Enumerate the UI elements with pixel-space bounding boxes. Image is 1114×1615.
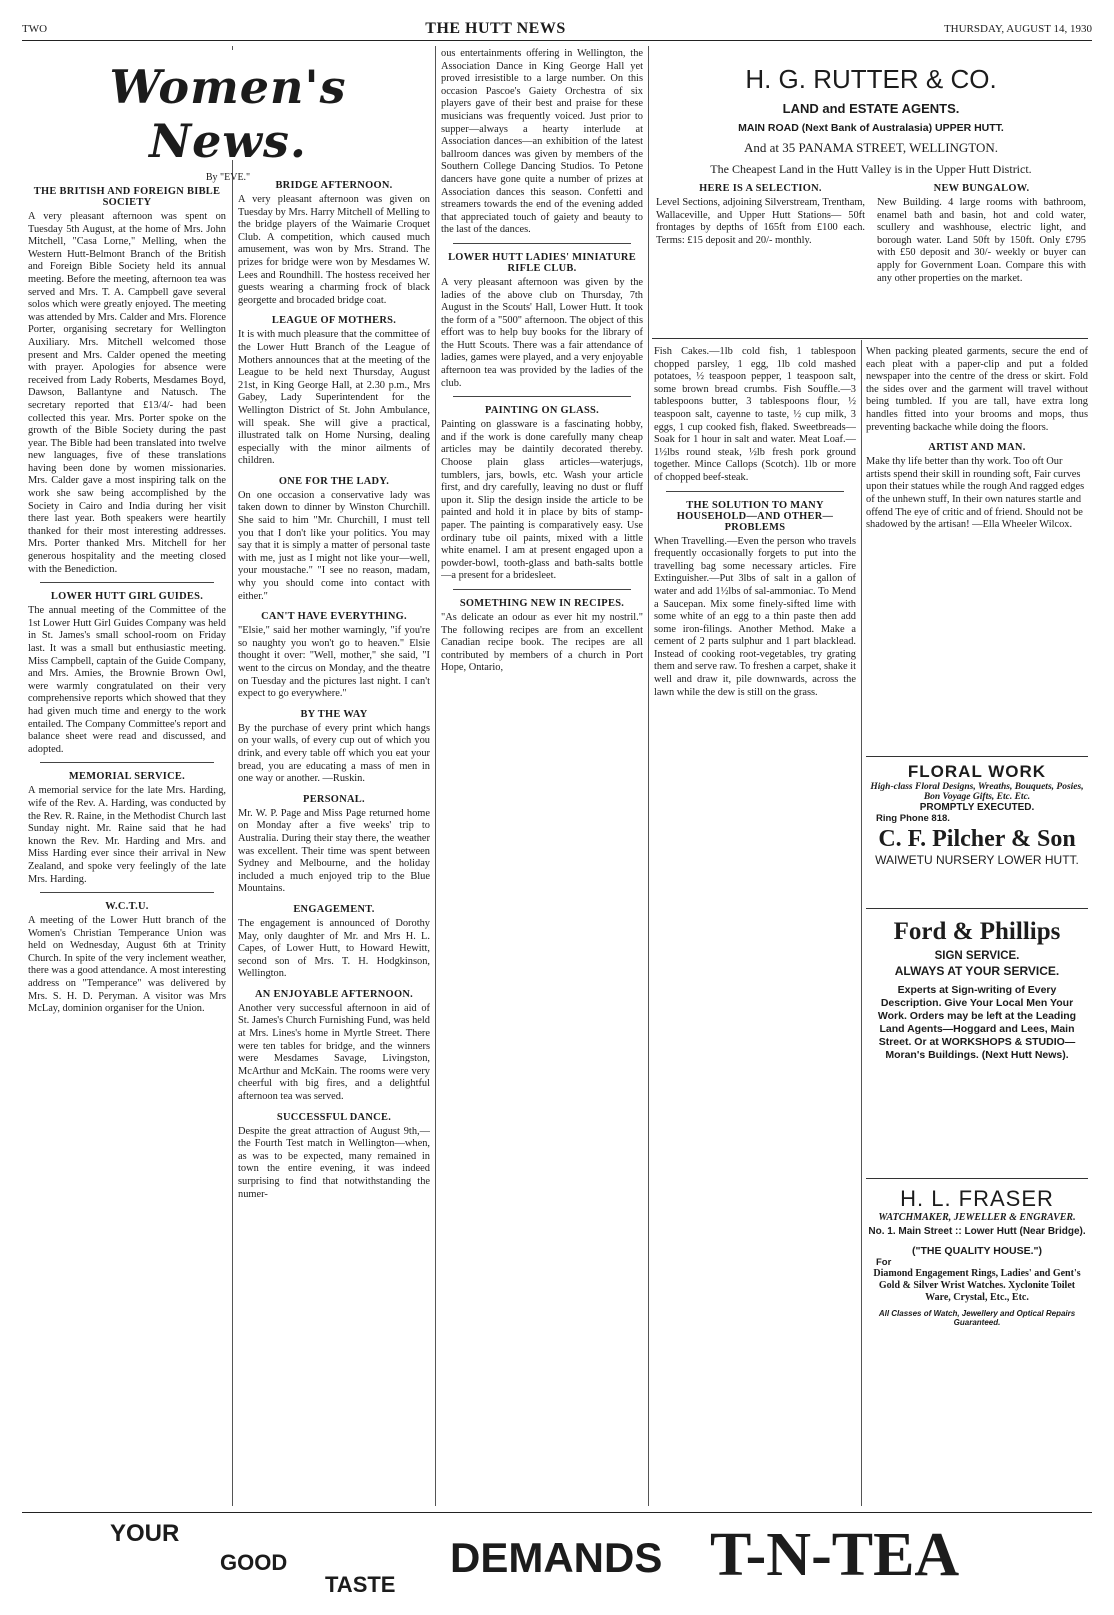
rutter-line3: And at 35 PANAMA STREET, WELLINGTON. <box>743 140 999 155</box>
article-heading: W.C.T.U. <box>105 901 149 913</box>
column-rule <box>648 46 649 1506</box>
ford-phillips-ad <box>866 918 1088 1062</box>
divider <box>40 582 214 583</box>
article-body: Fish Cakes.—1lb cold fish, 1 tablespoon chopped parsley, 1 egg, 1lb cold mashed potatoes, ½ teaspoon pepper, 1 teaspoon salt, some brown bread crumbs. Fish Souffle.—3 tablespoons butter, 3 tablespoons flour, ½ teaspoon salt, cayenne to taste, ½ cup milk, 3 eggs, 1 cup cooked fish, flaked. Sweetbreads—Soak for 1 hour in salt and water. Meat Loaf.—1½lbs round steak, ½lb fresh pork ground together. Mince Callops (Scotch). 1lb or more of chopped beef-steak. <box>654 346 856 483</box>
article-heading: BY THE WAY <box>300 708 368 720</box>
fraser-body: Diamond Engagement Rings, Ladies' and Gent's Gold & Silver Wrist Watches. Xyclonite Toilet Ware, Crystal, Etc., Etc. <box>873 1268 1081 1303</box>
banner-word-taste: TASTE <box>325 1572 396 1597</box>
rutter-line1: LAND and ESTATE AGENTS. <box>782 101 960 116</box>
floral-phone: Ring Phone 818. <box>876 813 950 824</box>
floral-title: FLORAL WORK <box>907 762 1047 781</box>
article-heading: ARTIST AND MAN. <box>928 442 1026 454</box>
banner-word-demands: DEMANDS <box>450 1534 663 1581</box>
column-4 <box>654 346 856 1510</box>
ad-divider <box>652 338 1088 339</box>
rutter-line2: MAIN ROAD (Next Bank of Australasia) UPPER HUTT. <box>738 122 1004 134</box>
ford-name: Ford & Phillips <box>893 918 1061 945</box>
article-heading: SOMETHING NEW IN RECIPES. <box>459 597 625 609</box>
divider <box>40 892 214 893</box>
article-body: The engagement is announced of Dorothy May, only daughter of Mr. and Mrs H. L. Capes, of Lower Hutt, to Howard Hewitt, second son of Mrs. T. H. Hodgkinson, Wellington. <box>238 917 430 980</box>
fraser-quality: ("THE QUALITY HOUSE.") <box>912 1245 1042 1257</box>
column-2 <box>238 172 430 1510</box>
floral-exec: PROMPTLY EXECUTED. <box>919 802 1035 813</box>
article-heading: SUCCESSFUL DANCE. <box>276 1111 392 1123</box>
ford-sub1: SIGN SERVICE. <box>934 950 1020 962</box>
article-body: When packing pleated garments, secure the end of each pleat with a paper-clip and put a folded newspaper into the centre of the dress or skirt. Fold the sides over and the garment will travel without being tumbled. If you are tall, have extra long handles fitted into your brooms and mops, thus preventing backache while doing the floors. <box>866 346 1088 433</box>
fraser-sub: WATCHMAKER, JEWELLER & ENGRAVER. <box>878 1212 1076 1223</box>
pilcher-name: C. F. Pilcher & Son <box>878 826 1076 852</box>
article-heading: ENGAGEMENT. <box>293 903 375 915</box>
column-3 <box>441 48 643 1510</box>
fraser-ad <box>866 1186 1088 1327</box>
article-heading: MEMORIAL SERVICE. <box>68 771 186 783</box>
ford-sub2: ALWAYS AT YOUR SERVICE. <box>894 964 1060 978</box>
article-body: "Elsie," said her mother warningly, "if you're so naughty you won't go to heaven." Elsie thought it over: "Well, mother," she said, "I went to the circus on Monday, and the theatre on Tuesday and the pictures last night. I can't expect to go everywhere." <box>238 625 430 700</box>
article-body: "As delicate an odour as ever hit my nostril." The following recipes are from an excellent Canadian recipe book. The recipes are all contributed by members of a church in Port Hope, Ontario, <box>441 611 643 674</box>
ad-divider <box>866 756 1088 757</box>
article-heading: PAINTING ON GLASS. <box>484 405 600 417</box>
article-heading: ONE FOR THE LADY. <box>278 475 390 487</box>
issue-date: THURSDAY, AUGUST 14, 1930 <box>943 23 1092 35</box>
rutter-left-heading: HERE IS A SELECTION. <box>699 183 822 194</box>
article-body: Mr. W. P. Page and Miss Page returned home on Monday after a five weeks' trip to Australia. During their stay there, the weather was excellent. Their time was spent between Sydney and Melbourne, and the holiday included a much enjoyed trip to the Blue Mountains. <box>238 807 430 895</box>
article-heading: PERSONAL. <box>303 793 365 805</box>
article-heading: CAN'T HAVE EVERYTHING. <box>261 611 407 623</box>
article-heading: LEAGUE OF MOTHERS. <box>271 315 397 327</box>
divider <box>666 491 844 492</box>
column-rule <box>435 46 436 1506</box>
floral-sub: High-class Floral Designs, Wreaths, Bouquets, Posies, Bon Voyage Gifts, Etc. Etc. <box>870 782 1084 802</box>
article-heading: THE SOLUTION TO MANY HOUSEHOLD—AND OTHER—PROBLEMS <box>676 499 834 533</box>
newspaper-title: THE HUTT NEWS <box>425 20 566 37</box>
article-body: A memorial service for the late Mrs. Harding, wife of the Rev. A. Harding, was conducted by the Rev. R. Raine, in the Methodist Church last Sunday night. Mr. Raine said that he had known the Rev. Mr. Harding and Mrs. and Miss Harding ever since their arrival in New Zealand, and spoke very feelingly of the late Mrs. Harding. <box>28 785 226 885</box>
article-heading: AN ENJOYABLE AFTERNOON. <box>254 988 414 1000</box>
rutter-name: H. G. RUTTER & CO. <box>745 64 997 94</box>
divider <box>453 589 631 590</box>
article-body: By the purchase of every print which hangs on your walls, of every cup out of which you drink, and every table off which you eat your bread, you are educating a mass of men in one way or another. —Ruskin. <box>238 722 430 785</box>
column-1-articles <box>28 178 226 1510</box>
floral-ad <box>866 762 1088 867</box>
article-body: ous entertainments offering in Wellington, the Association Dance in King George Hall yet proved irresistible to a large number. On this occasion Pascoe's Gaiety Orchestra of six players gave of their best and praise for these musicians was frequently voiced. Just prior to supper—always a hearty interlude at Association dances—an exhibition of the latest ballroom dances was given by members of the Southern College Dancing Studios. To Petone dancers have gone quite a number of prizes at Association dances this season. Confetti and streamers towards the end of the evening added that appreciated touch of gaiety and beauty to the last of the dances. <box>441 48 643 236</box>
fraser-addr: No. 1. Main Street :: Lower Hutt (Near Bridge). <box>868 1226 1086 1237</box>
ad-divider <box>866 1178 1088 1179</box>
article-heading: THE BRITISH AND FOREIGN BIBLE SOCIETY <box>33 186 221 208</box>
banner-rule <box>22 1512 1092 1513</box>
article-body: Another very successful afternoon in aid of St. James's Church Furnishing Fund, was held at Mrs. Lines's home in Myrtle Street. There were ten tables for bridge, and the winners were Mesdames Savage, Livingston, McArthur and McKain. The rooms were very cheerful with big fires, and a delightful afternoon tea was served. <box>238 1002 430 1103</box>
banner-word-your: YOUR <box>110 1520 180 1547</box>
article-heading: LOWER HUTT LADIES' MINIATURE RIFLE CLUB. <box>448 251 636 274</box>
article-body: On one occasion a conservative lady was taken down to dinner by Winston Churchill. She said to him "Mr. Churchill, I must tell you that I don't like your politics. You may say that it is simply a matter of personal taste with me, just as I might not like your—well, your moustache." "I see no reason, madam, why you should come into contact with either." <box>238 489 430 602</box>
fraser-name: H. L. FRASER <box>900 1186 1054 1211</box>
article-body: A very pleasant afternoon was spent on Tuesday 5th August, at the home of Mrs. John Mitchell, "Casa Lorne," Melling, when the Western Hutt-Belmont Branch of the British and Foreign Bible Society held its annual meeting. Before the meeting, afternoon tea was served and Mrs. T. A. Campbell gave several solos which were greatly enjoyed. The meeting was attended by Mrs. Calder and Mrs. Florence Porter, organising secretary for Wellington Auxiliary. Mrs. Mitchell welcomed those present and Mrs. Calder opened the meeting with prayer. Apologies for absence were received from Lady Roberts, Mesdames Boyd, Dawson, Ballantyne and Natusch. The secretary reported that £13/4/- had been collected this year. Mrs. Porter spoke on the growth of the Bible Society during the past year. The Bible had been translated into twelve new languages, five of these translations having been done by women missionaries. Mrs. Calder gave a most inspiring talk on the work she saw being accomplished by the Society in Cairo and India during her visit there last year. Both speakers were heartily thanked for their most interesting addresses. Mrs. Porter thanked Mrs. Mitchell for her generous hospitality and the meeting closed with the Benediction. <box>28 211 226 575</box>
divider <box>453 243 631 244</box>
article-body: When Travelling.—Even the person who travels frequently occasionally forgets to put into the travelling bag some necessary articles. Fire Extinguisher.—Put 3lbs of salt in a gallon of water and add 1½lbs of sal-ammoniac. To Mend a Saucepan. Mix some finely-sifted lime with some white of an egg to a thin paste then add some iron-filings. Another Method. Make a cement of 2 parts sulphur and 1 part blacklead. Instead of cooking root-vegetables, try grating them and serve raw. To freshen a carpet, shake it well and draw it, pile downwards, across the lawn while the dew is still on the grass. <box>654 535 856 698</box>
article-body: It is with much pleasure that the committee of the Lower Hutt Branch of the League of Mothers announces that at the meeting of the League to be held next Thursday, August 21st, in King George Hall, at 2.30 p.m., Mrs Gabey, Lady Superintendent for the Wellington District of St. John Ambulance, will speak. She will give a practical, illustrated talk on Home Nursing, dealing especially with the minor ailments of children. <box>238 329 430 467</box>
column-rule <box>232 46 233 1506</box>
rutter-advertisement <box>656 50 1086 287</box>
article-body: A meeting of the Lower Hutt branch of the Women's Christian Temperance Union was held on Wednesday, August 6th at Trinity Church. In spite of the very inclement weather, there was a good attendance. A most interesting address on "Temperance" was delivered by Mrs. S. H. D. Peryman. A visitor was Mrs McLay, dominion organiser for the Union. <box>28 915 226 1015</box>
byline: By "EVE." <box>205 172 251 183</box>
rutter-right-heading: NEW BUNGALOW. <box>933 183 1030 194</box>
rutter-left-body: Level Sections, adjoining Silverstream, Trentham, Wallaceville, and Upper Hutt Stations— 50ft frontages by depths of 165ft from £100 each. Terms: £15 deposit and 20/- monthly. <box>656 197 865 246</box>
banner-word-good: GOOD <box>220 1550 288 1575</box>
fraser-foot: All Classes of Watch, Jewellery and Optical Repairs Guaranteed. <box>878 1309 1076 1327</box>
divider <box>453 396 631 397</box>
article-body: Despite the great attraction of August 9th,—the Fourth Test match in Wellington—when, as was to be expected, many remained in town the entire evening, it was indeed surprising to find that notwithstanding the numer- <box>238 1125 430 1200</box>
article-heading: BRIDGE AFTERNOON. <box>275 180 393 191</box>
article-body: Painting on glassware is a fascinating hobby, and if the work is done carefully many cheap articles may be daintily decorated thereby. Choose plain glass articles—waterjugs, tumblers, jars, bowls, etc. Wash your article first, and dry carefully, leaving no dust or fluff upon it. Slip the design inside the article to be painted and hold it in place by bits of stamp-paper. The painting is comparatively easy. Use ordinary tube oil paints, mixed with a little white enamel. I am at present engaged upon a powder-bowl, tooth-glass and bath-salts bottle—a present for a bridesleet. <box>441 419 643 582</box>
rutter-line4: The Cheapest Land in the Hutt Valley is in the Upper Hutt District. <box>710 162 1032 176</box>
divider <box>40 762 214 763</box>
article-heading: LOWER HUTT GIRL GUIDES. <box>50 591 204 603</box>
article-body: The annual meeting of the Committee of the 1st Lower Hutt Girl Guides Company was held in St. James's small school-room on Friday last. It was a small but enthusiastic meeting. Miss Campbell, captain of the Guide Company, and Mrs. Amies, the Brownie Brown Owl, were warmly congratulated on their very comprehensive reports which showed that they had given much time and energy to the work entailed. The Company Committee's report and balance sheet were read and discussed, and adopted. <box>28 605 226 755</box>
article-body: Make thy life better than thy work. Too oft Our artists spend their skill in rounding soft, Fair curves upon their statues while the rough And ragged edges of the unhewn stuff, In their own natures startle and offend The eye of critic and of friend. Should not be shadowed by the artisan! —Ella Wheeler Wilcox. <box>866 456 1085 531</box>
ad-divider <box>866 908 1088 909</box>
pilcher-sub: WAIWETU NURSERY LOWER HUTT. <box>875 853 1079 867</box>
rutter-right-body: New Building. 4 large rooms with bathroom, enamel bath and basin, hot and cold water, scullery and washhouse, electric light, and borough water. Land 50ft by 150ft. Only £795 with £50 deposit and 30/- weekly or buyer can apply for Government Loan. Compare this with any other properties on the market. <box>877 197 1086 284</box>
masthead-block <box>28 50 428 183</box>
tea-banner <box>90 1520 1074 1600</box>
column-rule <box>861 340 862 1506</box>
article-body: A very pleasant afternoon was given by the ladies of the above club on Thursday, 7th August in the Scouts' Hall, Lower Hutt. It took the form of a "500" afternoon. The object of this effort was to help buy books for the library of the Hutt Scouts. There was a fair attendance of ladies, games were played, and a very enjoyable afternoon tea was provided by the ladies of the club. <box>441 276 643 389</box>
banner-brand: T-N-TEA <box>710 1521 960 1589</box>
article-body: A very pleasant afternoon was given on Tuesday by Mrs. Harry Mitchell of Melling to the bridge players of the Waimarie Croquet Club. A competition, which caused much amusement, was won by Mrs. Strand. The prizes for bridge were won by Mesdames W. Lees and Roundhill. The hostess received her guests wearing a charming frock of black georgette and brocaded bridge coat. <box>238 194 430 306</box>
ford-body: Experts at Sign-writing of Every Description. Give Your Local Men Your Work. Orders may be left at the Leading Land Agents—Hoggard and Lees, Main Street. Or at WORKSHOPS & STUDIO— Moran's Buildings. (Next Hutt News). <box>877 984 1077 1061</box>
fraser-for: For <box>876 1257 892 1268</box>
page-number: TWO <box>22 23 48 35</box>
womens-news-title: Women's News. <box>109 60 347 168</box>
column-5 <box>866 346 1088 756</box>
page-header <box>22 18 1092 41</box>
